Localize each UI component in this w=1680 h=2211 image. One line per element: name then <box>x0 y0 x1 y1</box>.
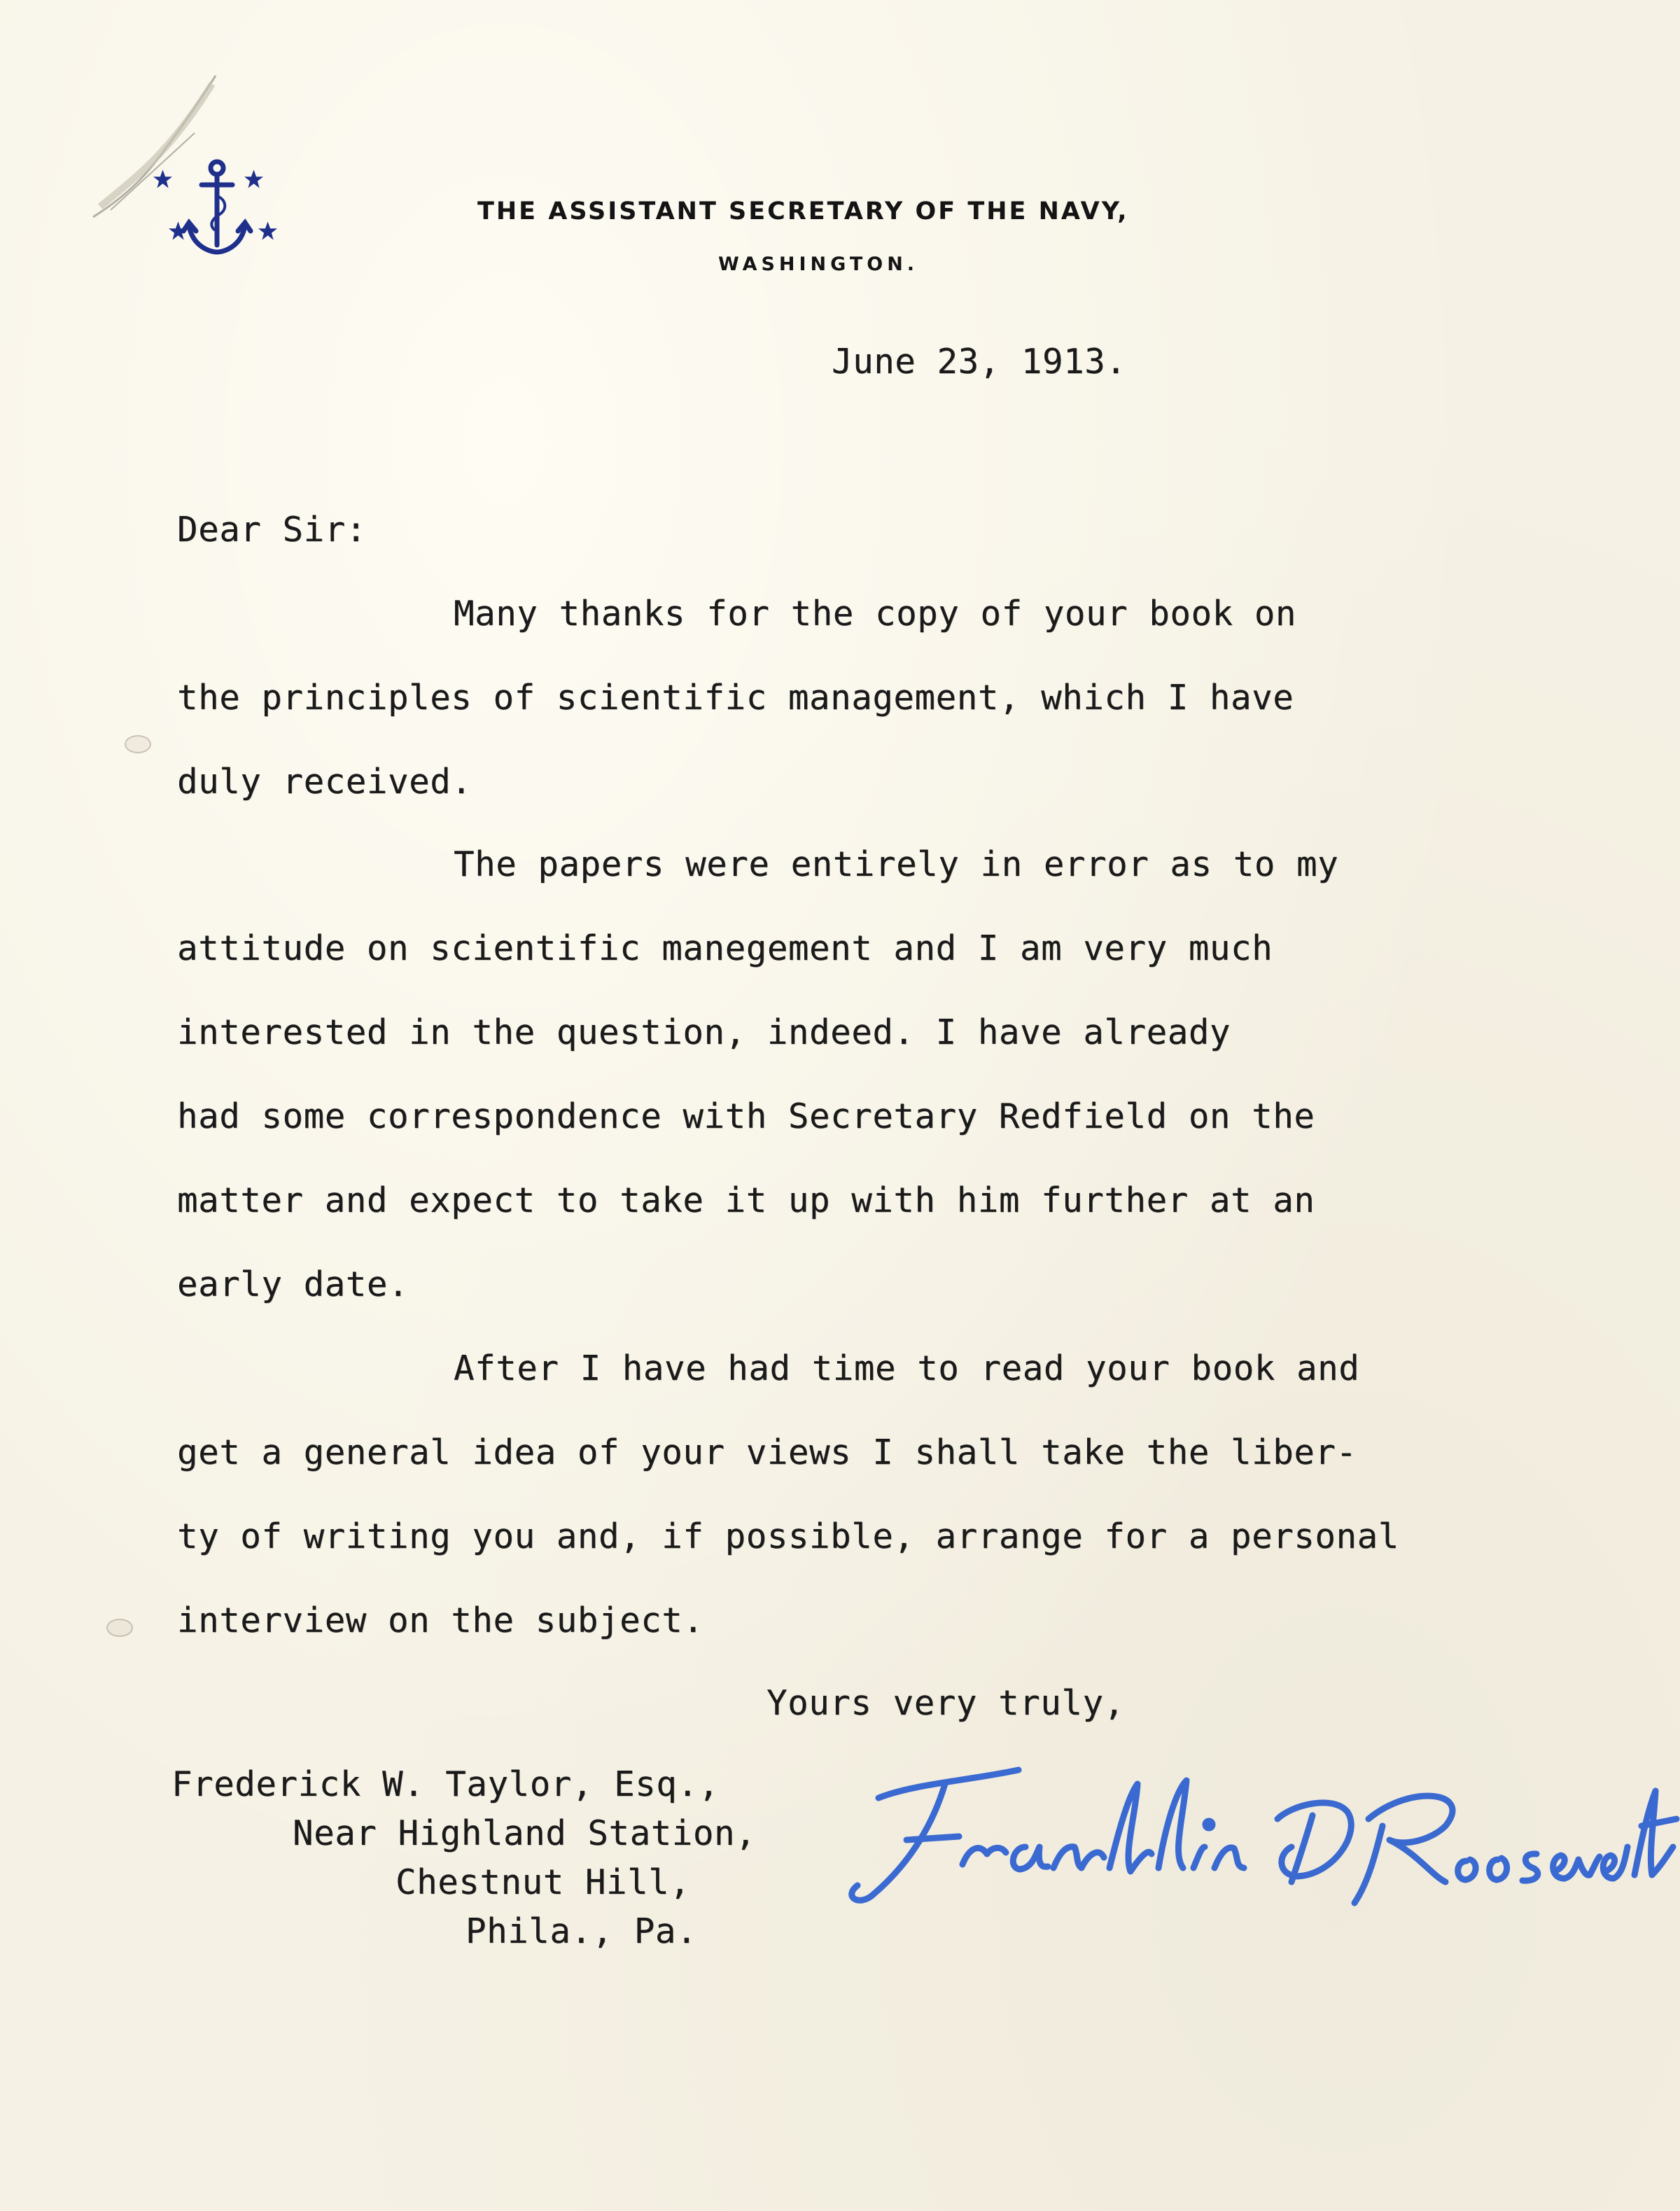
body-line: After I have had time to read your book and <box>454 1348 1360 1388</box>
body-line: ty of writing you and, if possible, arrange for a personal <box>177 1516 1399 1556</box>
body-line: matter and expect to take it up with him further at an <box>177 1180 1315 1220</box>
anchor-with-stars-icon <box>147 155 287 260</box>
punch-hole-mark <box>125 735 151 753</box>
body-line: the principles of scientific management, which I have <box>177 678 1294 718</box>
handwritten-signature <box>830 1742 1680 1917</box>
punch-hole-mark <box>106 1619 133 1637</box>
closing: Yours very truly, <box>766 1683 1125 1723</box>
address-line: Chestnut Hill, <box>396 1862 691 1902</box>
body-line: early date. <box>177 1264 410 1304</box>
body-line: duly received. <box>177 762 472 802</box>
letter-date: June 23, 1913. <box>832 342 1127 382</box>
address-line: Near Highland Station, <box>293 1813 757 1853</box>
address-line: Phila., Pa. <box>465 1911 698 1951</box>
letterhead-city: WASHINGTON. <box>718 253 919 275</box>
body-line: The papers were entirely in error as to my <box>454 844 1339 884</box>
body-line: attitude on scientific manegement and I am very much <box>177 928 1273 968</box>
address-line: Frederick W. Taylor, Esq., <box>172 1764 720 1804</box>
body-line: interview on the subject. <box>177 1600 704 1640</box>
body-line: interested in the question, indeed. I have already <box>177 1012 1231 1052</box>
letterhead-title: THE ASSISTANT SECRETARY OF THE NAVY, <box>477 197 1129 225</box>
salutation: Dear Sir: <box>177 510 367 550</box>
body-line: get a general idea of your views I shall take the liber- <box>177 1432 1357 1472</box>
body-line: Many thanks for the copy of your book on <box>454 594 1297 634</box>
body-line: had some correspondence with Secretary Redfield on the <box>177 1096 1315 1136</box>
